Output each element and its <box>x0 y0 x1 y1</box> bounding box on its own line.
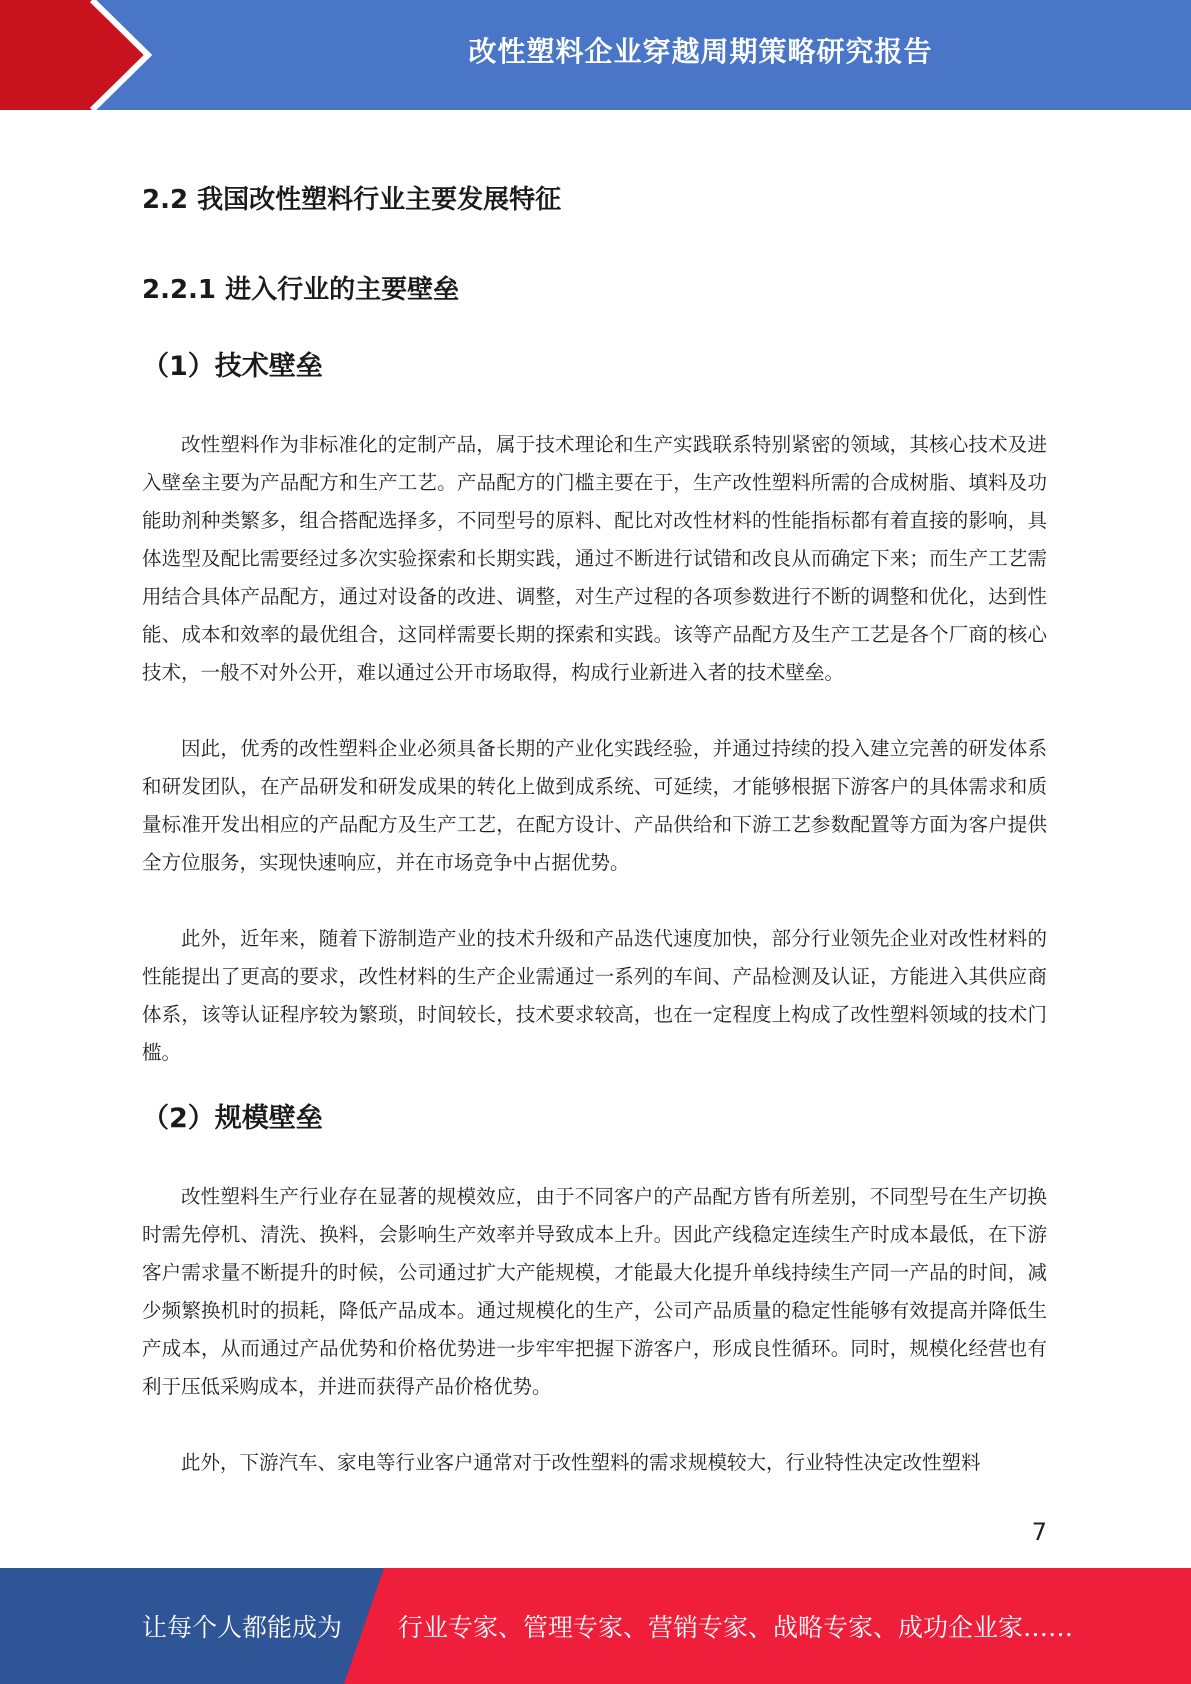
scale-barrier-heading: （2）规模壁垒 <box>142 1103 323 1134</box>
report-title: 改性塑料企业穿越周期策略研究报告 <box>468 35 933 68</box>
paragraph: 改性塑料作为非标准化的定制产品，属于技术理论和生产实践联系特别紧密的领域，其核心技术及进入壁垒主要为产品配方和生产工艺。产品配方的门槛主要在于，生产改性塑料所需的合成树脂、填料及功能助剂种类繁多，组合搭配选择多，不同型号的原料、配比对改性材料的性能指标都有着直接的影响，具体选型及配比需要经过多次实验探索和长期实践，通过不断进行试错和改良从而确定下来；而生产工艺需用结合具体产品配方，通过对设备的改进、调整，对生产过程的各项参数进行不断的调整和优化，达到性能、成本和效率的最优组合，这同样需要长期的探索和实践。该等产品配方及生产工艺是各个厂商的核心技术，一般不对外公开，难以通过公开市场取得，构成行业新进入者的技术壁垒。 <box>142 433 1047 684</box>
footer-slogan-left: 让每个人都能成为 <box>142 1613 343 1642</box>
paragraph: 此外，近年来，随着下游制造产业的技术升级和产品迭代速度加快，部分行业领先企业对改性材料的性能提出了更高的要求，改性材料的生产企业需通过一系列的车间、产品检测及认证，方能进入其供应商体系，该等认证程序较为繁琐，时间较长，技术要求较高，也在一定程度上构成了改性塑料领域的技术门槛。 <box>142 927 1047 1064</box>
footer-slogan-right: 行业专家、管理专家、营销专家、战略专家、成功企业家…… <box>398 1613 1074 1642</box>
footer-band <box>0 1568 1191 1684</box>
section-heading: 2.2 我国改性塑料行业主要发展特征 <box>142 185 562 215</box>
technical-barrier-heading: （1）技术壁垒 <box>142 351 323 382</box>
paragraph: 改性塑料生产行业存在显著的规模效应，由于不同客户的产品配方皆有所差别，不同型号在生产切换时需先停机、清洗、换料，会影响生产效率并导致成本上升。因此产线稳定连续生产时成本最低，在下游客户需求量不断提升的时候，公司通过扩大产能规模，才能最大化提升单线持续生产同一产品的时间，减少频繁换机时的损耗，降低产品成本。通过规模化的生产，公司产品质量的稳定性能够有效提高并降低生产成本，从而通过产品优势和价格优势进一步牢牢把握下游客户，形成良性循环。同时，规模化经营也有利于压低采购成本，并进而获得产品价格优势。 <box>142 1185 1047 1398</box>
header-band <box>0 0 1191 110</box>
page-number: 7 <box>1031 1518 1047 1546</box>
subsection-heading: 2.2.1 进入行业的主要壁垒 <box>142 275 460 305</box>
paragraph: 因此，优秀的改性塑料企业必须具备长期的产业化实践经验，并通过持续的投入建立完善的研发体系和研发团队，在产品研发和研发成果的转化上做到成系统、可延续，才能够根据下游客户的具体需求和质量标准开发出相应的产品配方及生产工艺，在配方设计、产品供给和下游工艺参数配置等方面为客户提供全方位服务，实现快速响应，并在市场竞争中占据优势。 <box>142 737 1047 874</box>
paragraph: 此外，下游汽车、家电等行业客户通常对于改性塑料的需求规模较大，行业特性决定改性塑料 <box>181 1451 981 1474</box>
document-body <box>142 176 1047 1482</box>
